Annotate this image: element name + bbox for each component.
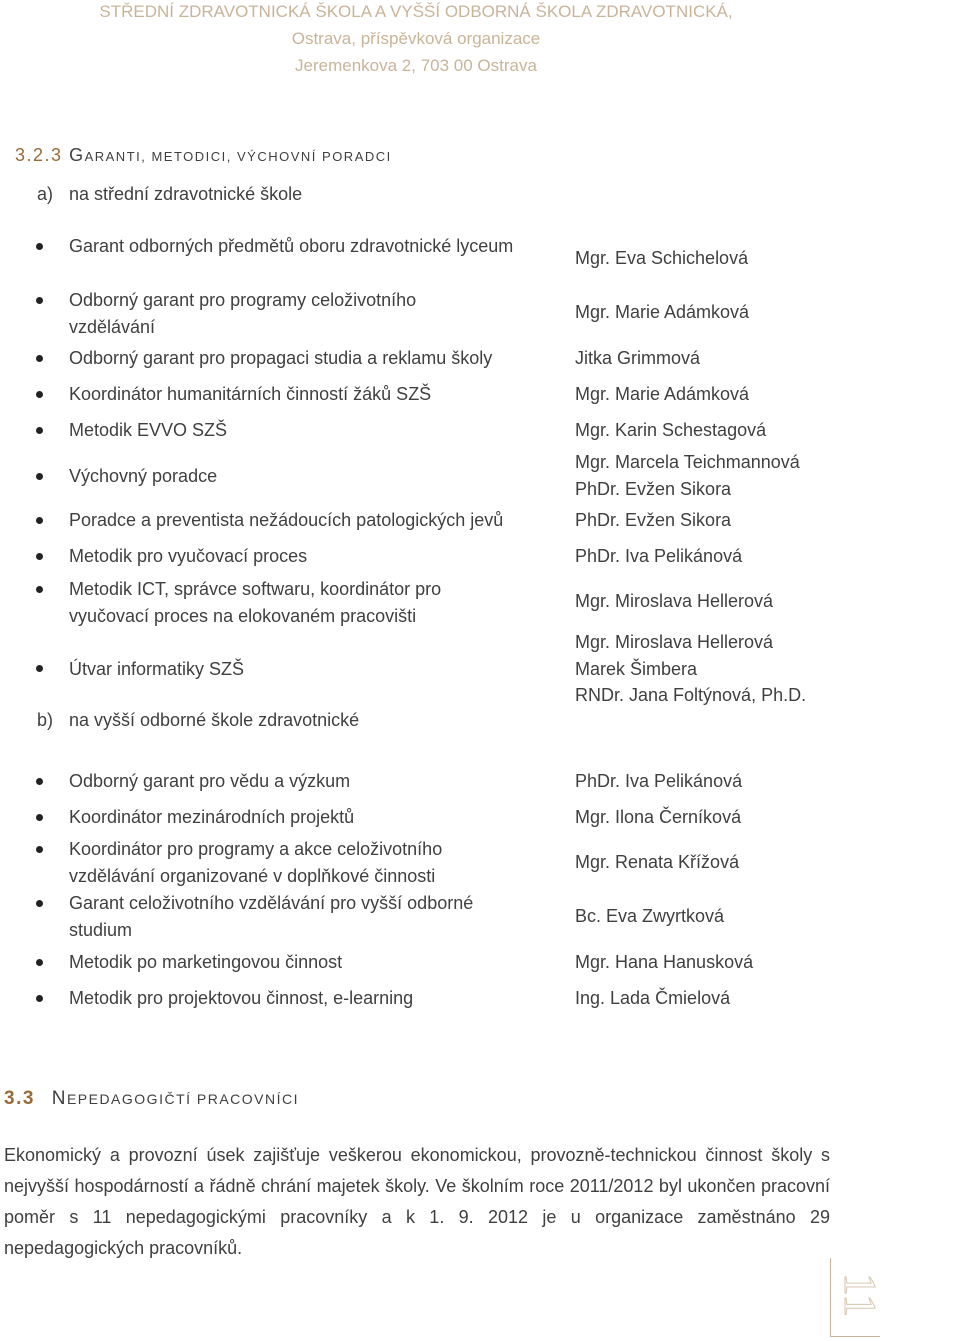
role-text: Poradce a preventista nežádoucích patologických jevů [69,510,504,530]
person-name: Mgr. Marie Adámková [575,384,750,404]
bullet-icon [36,427,43,434]
school-address-line: Jeremenkova 2, 703 00 Ostrava [295,56,537,75]
bullet-icon [36,778,43,785]
person-name-line: Marek Šimbera [575,658,698,679]
bullet-icon [36,243,43,250]
person-name: Mgr. Hana Hanusková [575,952,754,972]
part-a-label: na střední zdravotnické škole [69,184,303,204]
person-name-line: PhDr. Evžen Sikora [575,478,732,499]
person-name: Mgr. Ilona Černíková [575,807,742,827]
role-text: Garant celoživotního vzdělávání pro vyšší odborné studium [69,893,474,940]
person-name: Bc. Eva Zwyrtková [575,906,725,926]
section-number: 3.3 [4,1088,35,1109]
person-name: PhDr. Evžen Sikora [575,510,732,530]
role-text: Metodik pro projektovou činnost, e-learning [69,988,414,1008]
person-name-line: RNDr. Jana Foltýnová, Ph.D. [575,685,807,705]
role-text: Metodik EVVO SZŠ [69,420,228,440]
section-number: 3.2.3 [15,145,63,165]
person-name: Mgr. Miroslava Hellerová [575,591,774,611]
bullet-icon [36,814,43,821]
section-title-rest: ARANTI, METODICI, VÝCHOVNÍ PORADCI [84,149,392,164]
bullet-icon [36,553,43,560]
role-text: Metodik pro vyučovací proces [69,546,308,566]
page-number: 11 [835,1272,886,1318]
part-a-letter: a) [37,184,54,204]
person-name [575,629,955,709]
bullet-icon [36,959,43,966]
person-name-line: Mgr. Marcela Teichmannová [575,452,800,472]
role-text: Metodik ICT, správce softwaru, koordinátor pro vyučovací proces na elokovaném pracovišti [69,579,442,626]
bullet-icon [36,586,43,593]
role-text: Odborný garant pro vědu a výzkum [69,771,351,791]
section-heading-33 [4,1088,299,1110]
section-title-initial: G [69,145,85,165]
bullet-icon [36,391,43,398]
role-text: Odborný garant pro programy celoživotního vzdělávání [69,290,417,337]
part-b-letter: b) [37,710,54,730]
person-name: Mgr. Eva Schichelová [575,248,749,268]
person-name: Mgr. Renata Křížová [575,852,740,872]
role-text: Odborný garant pro propagaci studia a reklamu školy [69,348,493,368]
person-name-line: Mgr. Miroslava Hellerová [575,632,774,652]
person-name: Ing. Lada Čmielová [575,988,731,1008]
bullet-icon [36,355,43,362]
role-text: Metodik po marketingovou činnost [69,952,343,972]
bullet-icon [36,995,43,1002]
bullet-icon [36,665,43,672]
person-name: Mgr. Karin Schestagová [575,420,767,440]
bullet-icon [36,900,43,907]
page-number-rule-horizontal [830,1336,880,1337]
person-name: PhDr. Iva Pelikánová [575,771,743,791]
person-name: PhDr. Iva Pelikánová [575,546,743,566]
person-name [575,449,955,502]
role-text: Koordinátor humanitárních činností žáků SZŠ [69,384,432,404]
role-text: Výchovný poradce [69,466,218,486]
body-paragraph: Ekonomický a provozní úsek zajišťuje veškerou ekonomickou, provozně-technickou činnost školy s nejvyšší hospodárností a řádně chrání majetek školy. Ve školním roce 2011/2012 byl ukončen pracovní poměr s 11 nepedagogickými pracovníky a k 1. 9. 2012 je u organizace zaměstnáno 29 nepedagogických pracovníků. [4,1145,830,1258]
section-title-rest: EPEDAGOGIČTÍ PRACOVNÍCI [66,1091,300,1107]
part-a-heading [37,184,302,205]
part-b-label: na vyšší odborné škole zdravotnické [69,710,360,730]
section-heading-323 [15,145,392,166]
person-name: Mgr. Marie Adámková [575,302,750,322]
bullet-icon [36,297,43,304]
bullet-icon [36,846,43,853]
bullet-icon [36,517,43,524]
role-text: Garant odborných předmětů oboru zdravotnické lyceum [69,236,514,256]
school-subtitle-line: Ostrava, příspěvková organizace [291,29,541,48]
part-b-heading [37,710,359,731]
person-name: Jitka Grimmová [575,348,701,368]
role-text: Útvar informatiky SZŠ [69,659,245,679]
bullet-icon [36,473,43,480]
section-title-initial: N [51,1088,67,1109]
role-text: Koordinátor pro programy a akce celoživotního vzdělávání organizované v doplňkové činnosti [69,839,443,886]
school-name-line: STŘEDNÍ ZDRAVOTNICKÁ ŠKOLA A VYŠŠÍ ODBORNÁ ŠKOLA ZDRAVOTNICKÁ, [99,2,733,21]
role-text: Koordinátor mezinárodních projektů [69,807,355,827]
